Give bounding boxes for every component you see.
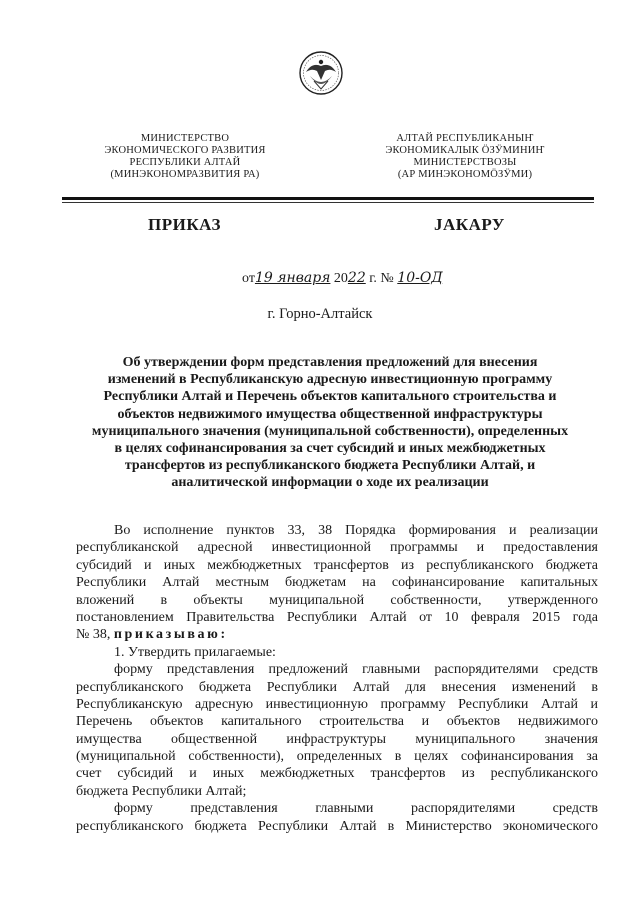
body-line: форму представления предложений главными распорядителями средств (114, 662, 598, 678)
body-line: республиканской адресной инвестиционной программы и предоставления (76, 540, 598, 556)
body-line (76, 626, 598, 643)
ministry-line: МИНИСТЕРСТВОЗЫ (413, 157, 517, 168)
title-line: объектов недвижимого имущества общественной инфраструктуры (117, 406, 543, 422)
ministry-line: ЭКОНОМИЧЕСКОГО РАЗВИТИЯ (104, 145, 266, 156)
city-name: г. Горно-Алтайск (267, 306, 373, 322)
ministry-name-russian (80, 133, 290, 181)
year-tail: г. № (365, 271, 394, 286)
body-line: Перечень объектов капитального строительства и объектов недвижимого (76, 714, 598, 730)
handwritten-year: 22 (347, 270, 366, 286)
list-item: 1. Утвердить прилагаемые: (114, 644, 276, 660)
title-line: Республики Алтай и Перечень объектов капитального строительства и (103, 389, 557, 405)
body-line: имущества общественной инфраструктуры муниципального значения (76, 731, 598, 747)
doc-kind-russian: ПРИКАЗ (148, 215, 221, 234)
body-line: бюджета Республики Алтай; (76, 783, 247, 799)
body-line: субсидий и иных межбюджетных трансфертов из республиканского бюджета (76, 557, 598, 573)
body-line: Республиканскую адресную инвестиционную программу Республики Алтай и (76, 696, 598, 712)
ministry-line: МИНИСТЕРСТВО (140, 133, 230, 144)
ministry-line: РЕСПУБЛИКИ АЛТАЙ (129, 157, 241, 168)
title-line: изменений в Республиканскую адресную инвестиционную программу (107, 372, 553, 388)
title-line: в целях софинансирования за счет субсидий и иных межбюджетных (114, 441, 546, 457)
header-divider-thick (62, 197, 594, 200)
body-line: Во исполнение пунктов 33, 38 Порядка формирования и реализации (114, 523, 598, 538)
handwritten-order-number: 10-ОД (397, 270, 443, 286)
body-line: (муниципальной собственности), определенных в целях софинансирования за (76, 749, 598, 765)
doc-kind-altai: JАКАРУ (434, 215, 505, 234)
ministry-line: (АР МИНЭКОНОМӦЗӰМИ) (397, 169, 533, 180)
body-line: счет субсидий и иных межбюджетных трансфертов из республиканского (76, 766, 598, 782)
ministry-line: ЭКОНОМИКАЛЫК ӦЗӰМИНИҤ (385, 145, 545, 156)
handwritten-date: 19 января (254, 270, 331, 286)
title-line: муниципального значения (муниципальной собственности), определенных (91, 423, 569, 439)
body-line: вложений в объекты муниципальной собственности, утвержденного (76, 592, 598, 608)
body-line: республиканского бюджета Республики Алтай для внесения изменений в (76, 679, 598, 695)
ministry-line: АЛТАЙ РЕСПУБЛИКАНЫҤ (396, 133, 534, 144)
title-line: трансфертов из республиканского бюджета Республики Алтай, и (124, 458, 536, 474)
ministry-name-altai (350, 133, 580, 181)
body-line: республиканского бюджета Республики Алтай в Министерство экономического (76, 818, 598, 834)
year-prefix: 20 (333, 271, 348, 286)
body-line: Республики Алтай местным бюджетам на софинансирование капитальных (76, 575, 598, 591)
body-line: постановлением Правительства Республики Алтай от 10 февраля 2015 года (76, 609, 598, 625)
order-directive: приказываю: (113, 627, 228, 643)
title-line: аналитической информации о ходе их реализации (171, 475, 489, 491)
header-divider-thin (62, 202, 594, 203)
order-number-ref: № 38, (76, 627, 111, 643)
order-body (76, 522, 598, 835)
title-line: Об утверждении форм представления предложений для внесения (122, 355, 538, 370)
ministry-line: (МИНЭКОНОМРАЗВИТИЯ РА) (110, 169, 260, 180)
date-prefix: от (242, 271, 255, 286)
coat-of-arms-emblem (298, 50, 344, 96)
body-line: форму представления главными распорядителями средств (114, 801, 598, 817)
order-date-line (242, 270, 443, 287)
order-title (70, 354, 590, 492)
